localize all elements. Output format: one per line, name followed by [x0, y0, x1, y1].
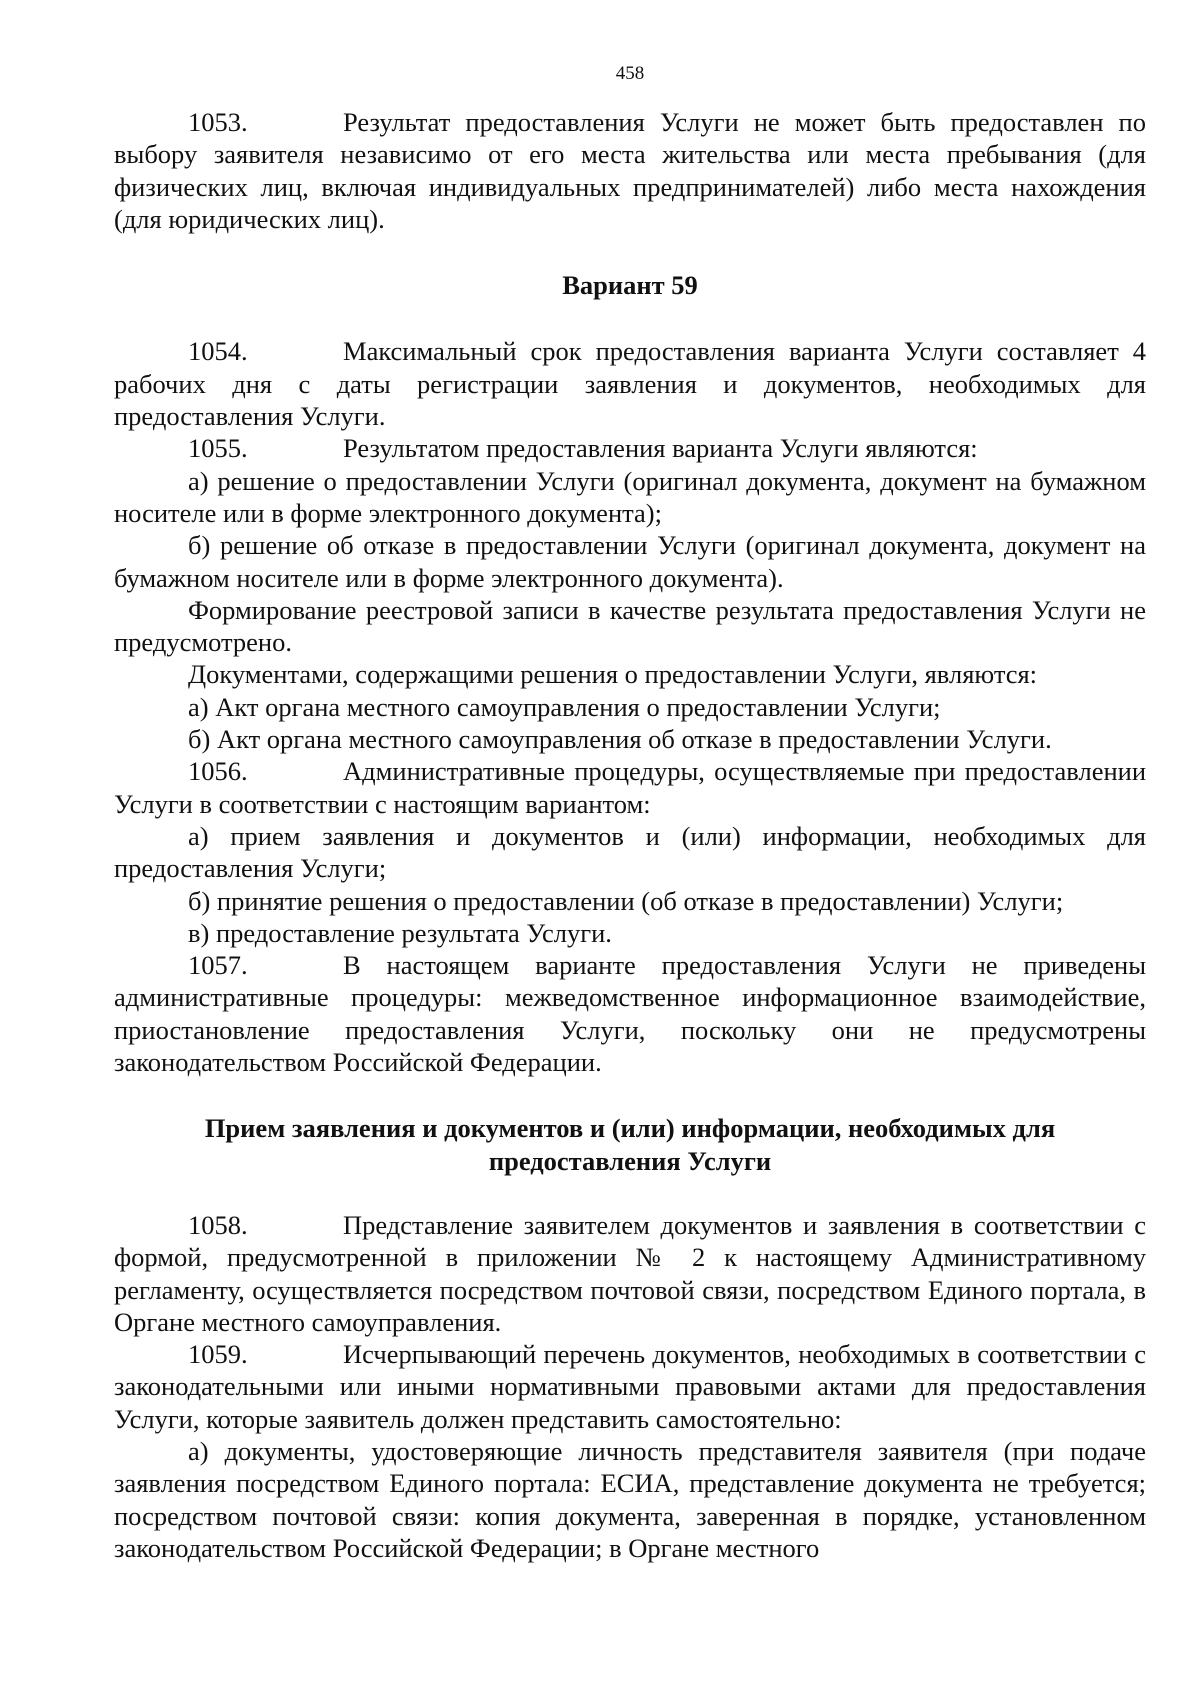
- paragraph-1059: [114, 1338, 1146, 1435]
- list-item: а) документы, удостоверяющие личность представителя заявителя (при подаче заявления посредством Единого портала: ЕСИА, представление документа не требуется; посредством почтовой связи: копия документа, заверенная в порядке, установленном законодательством Российской Федерации; в Органе местного: [114, 1435, 1146, 1563]
- paragraph-number: 1055.: [188, 433, 248, 464]
- paragraph-1056: [114, 755, 1146, 820]
- paragraph-text: Результатом предоставления варианта Услуги являются:: [343, 433, 978, 464]
- list-item: б) принятие решения о предоставлении (об отказе в предоставлении) Услуги;: [188, 885, 1064, 916]
- paragraph-number: 1059.: [188, 1339, 248, 1370]
- paragraph-text: Административные процедуры, осуществляемые при предоставлении Услуги в соответствии с настоящим вариантом:: [114, 756, 1146, 819]
- registry-note: Формирование реестровой записи в качестве результата предоставления Услуги не предусмотрено.: [114, 594, 1146, 658]
- section-heading-line: предоставления Услуги: [488, 1145, 772, 1176]
- page-number: 458: [615, 63, 645, 84]
- paragraph-number: 1056.: [188, 756, 248, 787]
- section-heading-line: Прием заявления и документов и (или) информации, необходимых для: [204, 1113, 1056, 1144]
- paragraph-number: 1053.: [188, 107, 248, 137]
- list-item: а) прием заявления и документов и (или) информации, необходимых для предоставления Услуги;: [114, 820, 1146, 884]
- list-item: в) предоставление результата Услуги.: [188, 917, 612, 948]
- paragraph-text: Максимальный срок предоставления варианта Услуги составляет 4 рабочих дня с даты регистрации заявления и документов, необходимых для предоставления Услуги.: [114, 336, 1146, 432]
- variant-heading: Вариант 59: [562, 270, 698, 301]
- paragraph-number: 1054.: [188, 336, 248, 367]
- list-item: а) Акт органа местного самоуправления о предоставлении Услуги;: [188, 691, 941, 722]
- list-item: а) решение о предоставлении Услуги (оригинал документа, документ на бумажном носителе или в форме электронного документа);: [114, 465, 1146, 528]
- paragraph-text: В настоящем варианте предоставления Услуги не приведены административные процедуры: межведомственное информационное взаимодействие, приостановление предоставления Услуги, поскольку они не предусмотрены законодательством Российской Федерации.: [114, 950, 1146, 1078]
- paragraph-number: 1058.: [188, 1209, 248, 1240]
- paragraph-text: Результат предоставления Услуги не может быть предоставлен по выбору заявителя независимо от его места жительства или места пребывания (для физических лиц, включая индивидуальных предпринимателей) либо места нахождения (для юридических лиц).: [114, 107, 1146, 234]
- document-page: [114, 62, 1146, 1564]
- paragraph-1058: [114, 1209, 1146, 1338]
- paragraph-text: Представление заявителем документов и заявления в соответствии с формой, предусмотренной в приложении № 2 к настоящему Административному регламенту, осуществляется посредством почтовой связи, посредством Единого портала, в Органе местного самоуправления.: [114, 1209, 1146, 1337]
- list-item: б) Акт органа местного самоуправления об отказе в предоставлении Услуги.: [188, 724, 1052, 755]
- documents-intro: Документами, содержащими решения о предоставлении Услуги, являются:: [188, 659, 1038, 690]
- list-item: б) решение об отказе в предоставлении Услуги (оригинал документа, документ на бумажном носителе или в форме электронного документа).: [114, 530, 1146, 593]
- paragraph-text: Исчерпывающий перечень документов, необходимых в соответствии с законодательными или иными нормативными правовыми актами для предоставления Услуги, которые заявитель должен представить самостоятельно:: [114, 1339, 1146, 1434]
- paragraph-1053: [114, 106, 1146, 235]
- paragraph-1054: [114, 335, 1146, 432]
- paragraph-1055: [114, 432, 1146, 464]
- paragraph-1057: [114, 949, 1146, 1078]
- section-heading: [114, 1112, 1146, 1177]
- paragraph-number: 1057.: [188, 950, 248, 981]
